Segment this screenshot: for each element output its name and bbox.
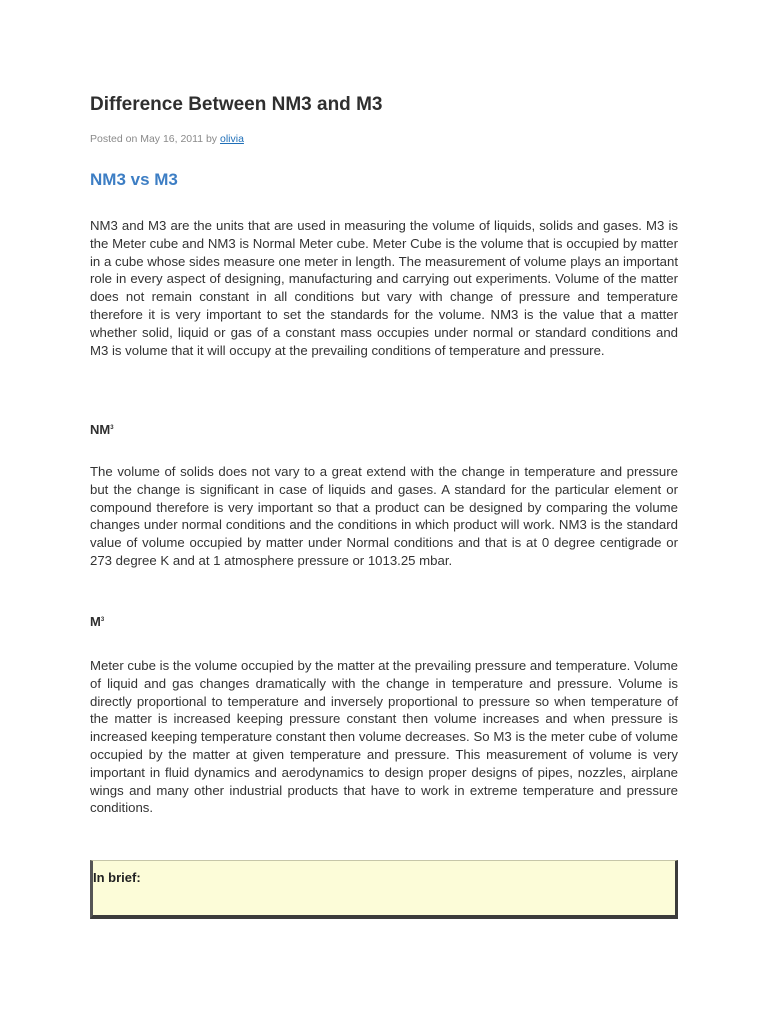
author-link[interactable]: olivia — [219, 133, 244, 145]
in-brief-label: In brief: — [93, 870, 141, 885]
section-heading-nm3 — [90, 422, 114, 437]
article-subtitle: NM3 vs M3 — [90, 170, 178, 189]
section-heading-m3-text: M — [90, 614, 101, 629]
article-title: Difference Between NM3 and M3 — [90, 94, 383, 115]
m3-paragraph: Meter cube is the volume occupied by the matter at the prevailing pressure and temperature. Volume of liquid and gas changes dramatically with the change in temperature and pressure. Volume is directly proportional to temperature and inversely proportional to pressure so when temperature of the matter is increased keeping pressure constant then volume increases and when pressure is increased keeping temperature constant then volume decreases. So M3 is the meter cube of volume occupied by the matter at given temperature and pressure. This measurement of volume is very important in fluid dynamics and aerodynamics to design proper designs of pipes, nozzles, airplane wings and many other industrial products that have to work in extreme temperature and pressure conditions. — [90, 658, 678, 816]
section-heading-nm3-text: NM — [90, 422, 111, 437]
post-date: Posted on May 16, 2011 by — [90, 133, 220, 145]
intro-paragraph: NM3 and M3 are the units that are used in measuring the volume of liquids, solids and gases. M3 is the Meter cube and NM3 is Normal Meter cube. Meter Cube is the volume that is occupied by matter in a cube whose sides measure one meter in length. The measurement of volume plays an important role in every aspect of designing, manufacturing and carrying out experiments. Volume of the matter does not remain constant in all conditions but vary with change of pressure and temperature therefore it is very important to set the standards for the volume. NM3 is the value that a matter whether solid, liquid or gas of a constant mass occupies under normal or standard conditions and M3 is volume that it will occupy at the prevailing conditions of temperature and pressure. — [90, 218, 678, 358]
section-heading-m3 — [90, 614, 104, 629]
nm3-paragraph: The volume of solids does not vary to a great extend with the change in temperature and pressure but the change is significant in case of liquids and gases. A standard for the particular element or compound therefore is very important so that a product can be designed by comparing the volume changes under normal conditions and the conditions in which product will work. NM3 is the standard value of volume occupied by matter under Normal conditions and that is at 0 degree centigrade or 273 degree K and at 1 atmosphere pressure or 1013.25 mbar. — [90, 464, 678, 568]
in-brief-box — [90, 860, 678, 919]
section-heading-nm3-superscript: 3 — [110, 425, 114, 431]
post-meta — [90, 133, 244, 145]
section-heading-m3-superscript: 3 — [100, 617, 105, 623]
